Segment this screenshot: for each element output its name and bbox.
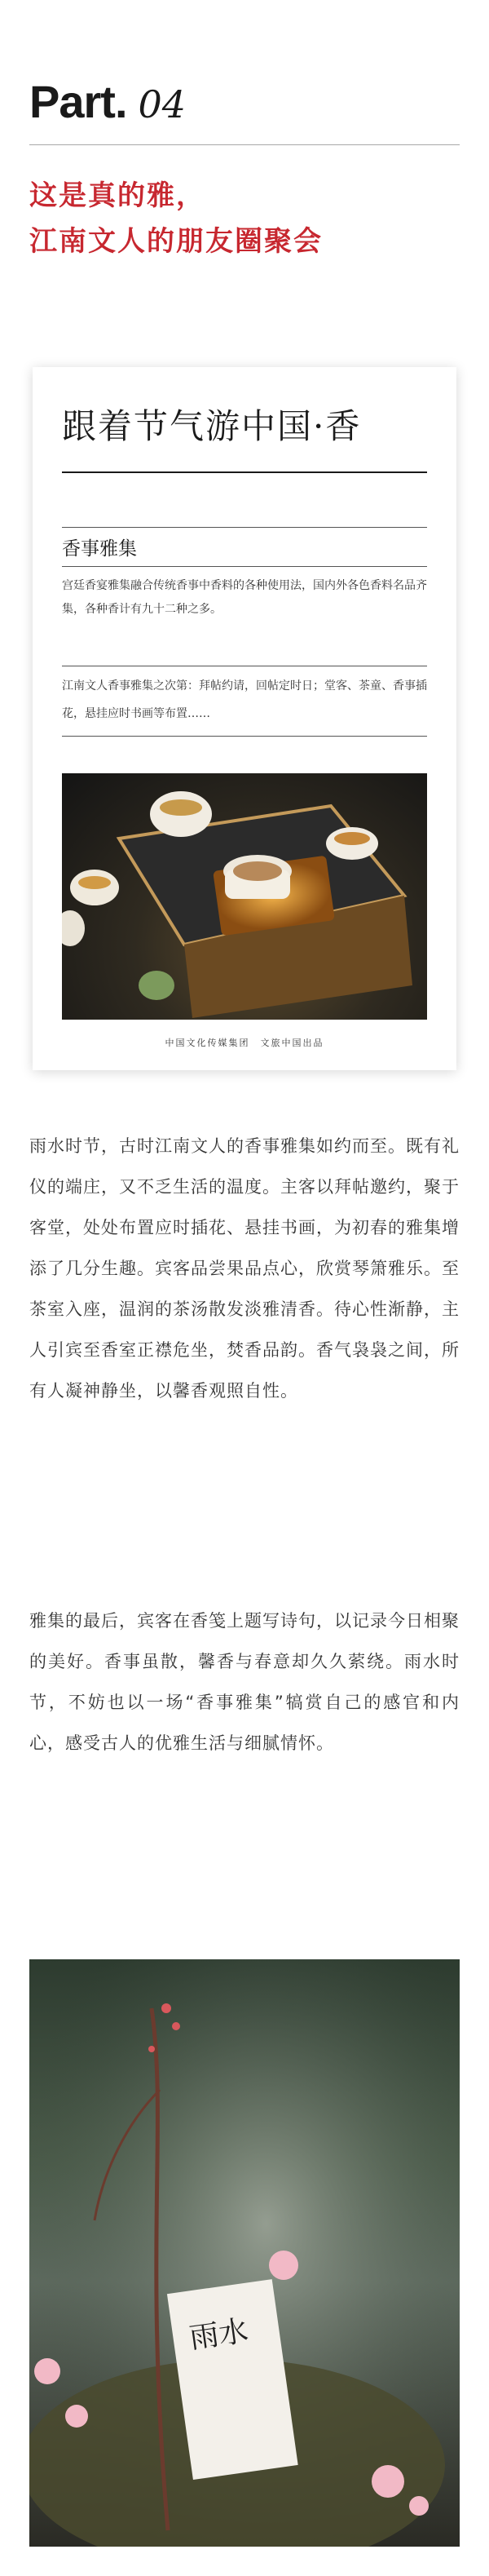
tea-ceremony-photo: [62, 773, 427, 1020]
body-paragraph-2: 雅集的最后，宾客在香笺上题写诗句，以记录今日相聚的美好。香事虽散，馨香与春意却久久萦绕。雨水时节，不妨也以一场“香事雅集”犒赏自己的感官和内心，感受古人的优雅生活与细腻情怀。: [29, 1611, 460, 1753]
headline-line-1: 这是真的雅，: [29, 179, 205, 212]
header-divider: [29, 144, 460, 145]
poster-card: [33, 367, 456, 1070]
rain-water-illustration: [29, 1959, 460, 2547]
poster-sub-rule-top: [62, 527, 427, 528]
poster-sub-rule-bottom: [62, 566, 427, 567]
poster-title: 跟着节气游中国·香: [62, 406, 362, 446]
headline: [29, 173, 460, 264]
part-label: Part.: [29, 76, 127, 127]
poster-subtitle: 香事雅集: [62, 538, 137, 560]
poster-description: 宫廷香宴雅集融合传统香事中香料的各种使用法，国内外各色香料名品齐集，各种香计有九十二种之多。: [62, 579, 427, 616]
body-paragraph-1: 雨水时节，古时江南文人的香事雅集如约而至。既有礼仪的端庄，又不乏生活的温度。主客以拜帖邀约，聚于客堂，处处布置应时插花、悬挂书画，为初春的雅集增添了几分生趣。宾客品尝果品点心，欣赏琴箫雅乐。至茶室入座，温润的茶汤散发淡雅清香。待心性渐静，主人引宾至香室正襟危坐，焚香品韵。香气袅袅之间，所有人凝神静坐，以馨香观照自性。: [29, 1136, 460, 1401]
part-heading: [29, 75, 460, 128]
poster-steps: 江南文人香事雅集之次第：拜帖约请，回帖定时日；堂客、茶童、香事插花，悬挂应时书画等布置……: [62, 679, 427, 720]
card-text: 雨水: [187, 2314, 251, 2356]
headline-line-2: 江南文人的朋友圈聚会: [29, 225, 323, 258]
tea-ceremony-illustration: [62, 773, 427, 1020]
part-number: 04: [138, 82, 187, 126]
poster-steps-rule-bottom: [62, 736, 427, 737]
poster-footer: 中国文化传媒集团 文旅中国出品: [165, 1038, 324, 1048]
rain-water-photo: [29, 1959, 460, 2547]
section-header: [29, 75, 460, 264]
poster-title-rule: [62, 471, 427, 473]
